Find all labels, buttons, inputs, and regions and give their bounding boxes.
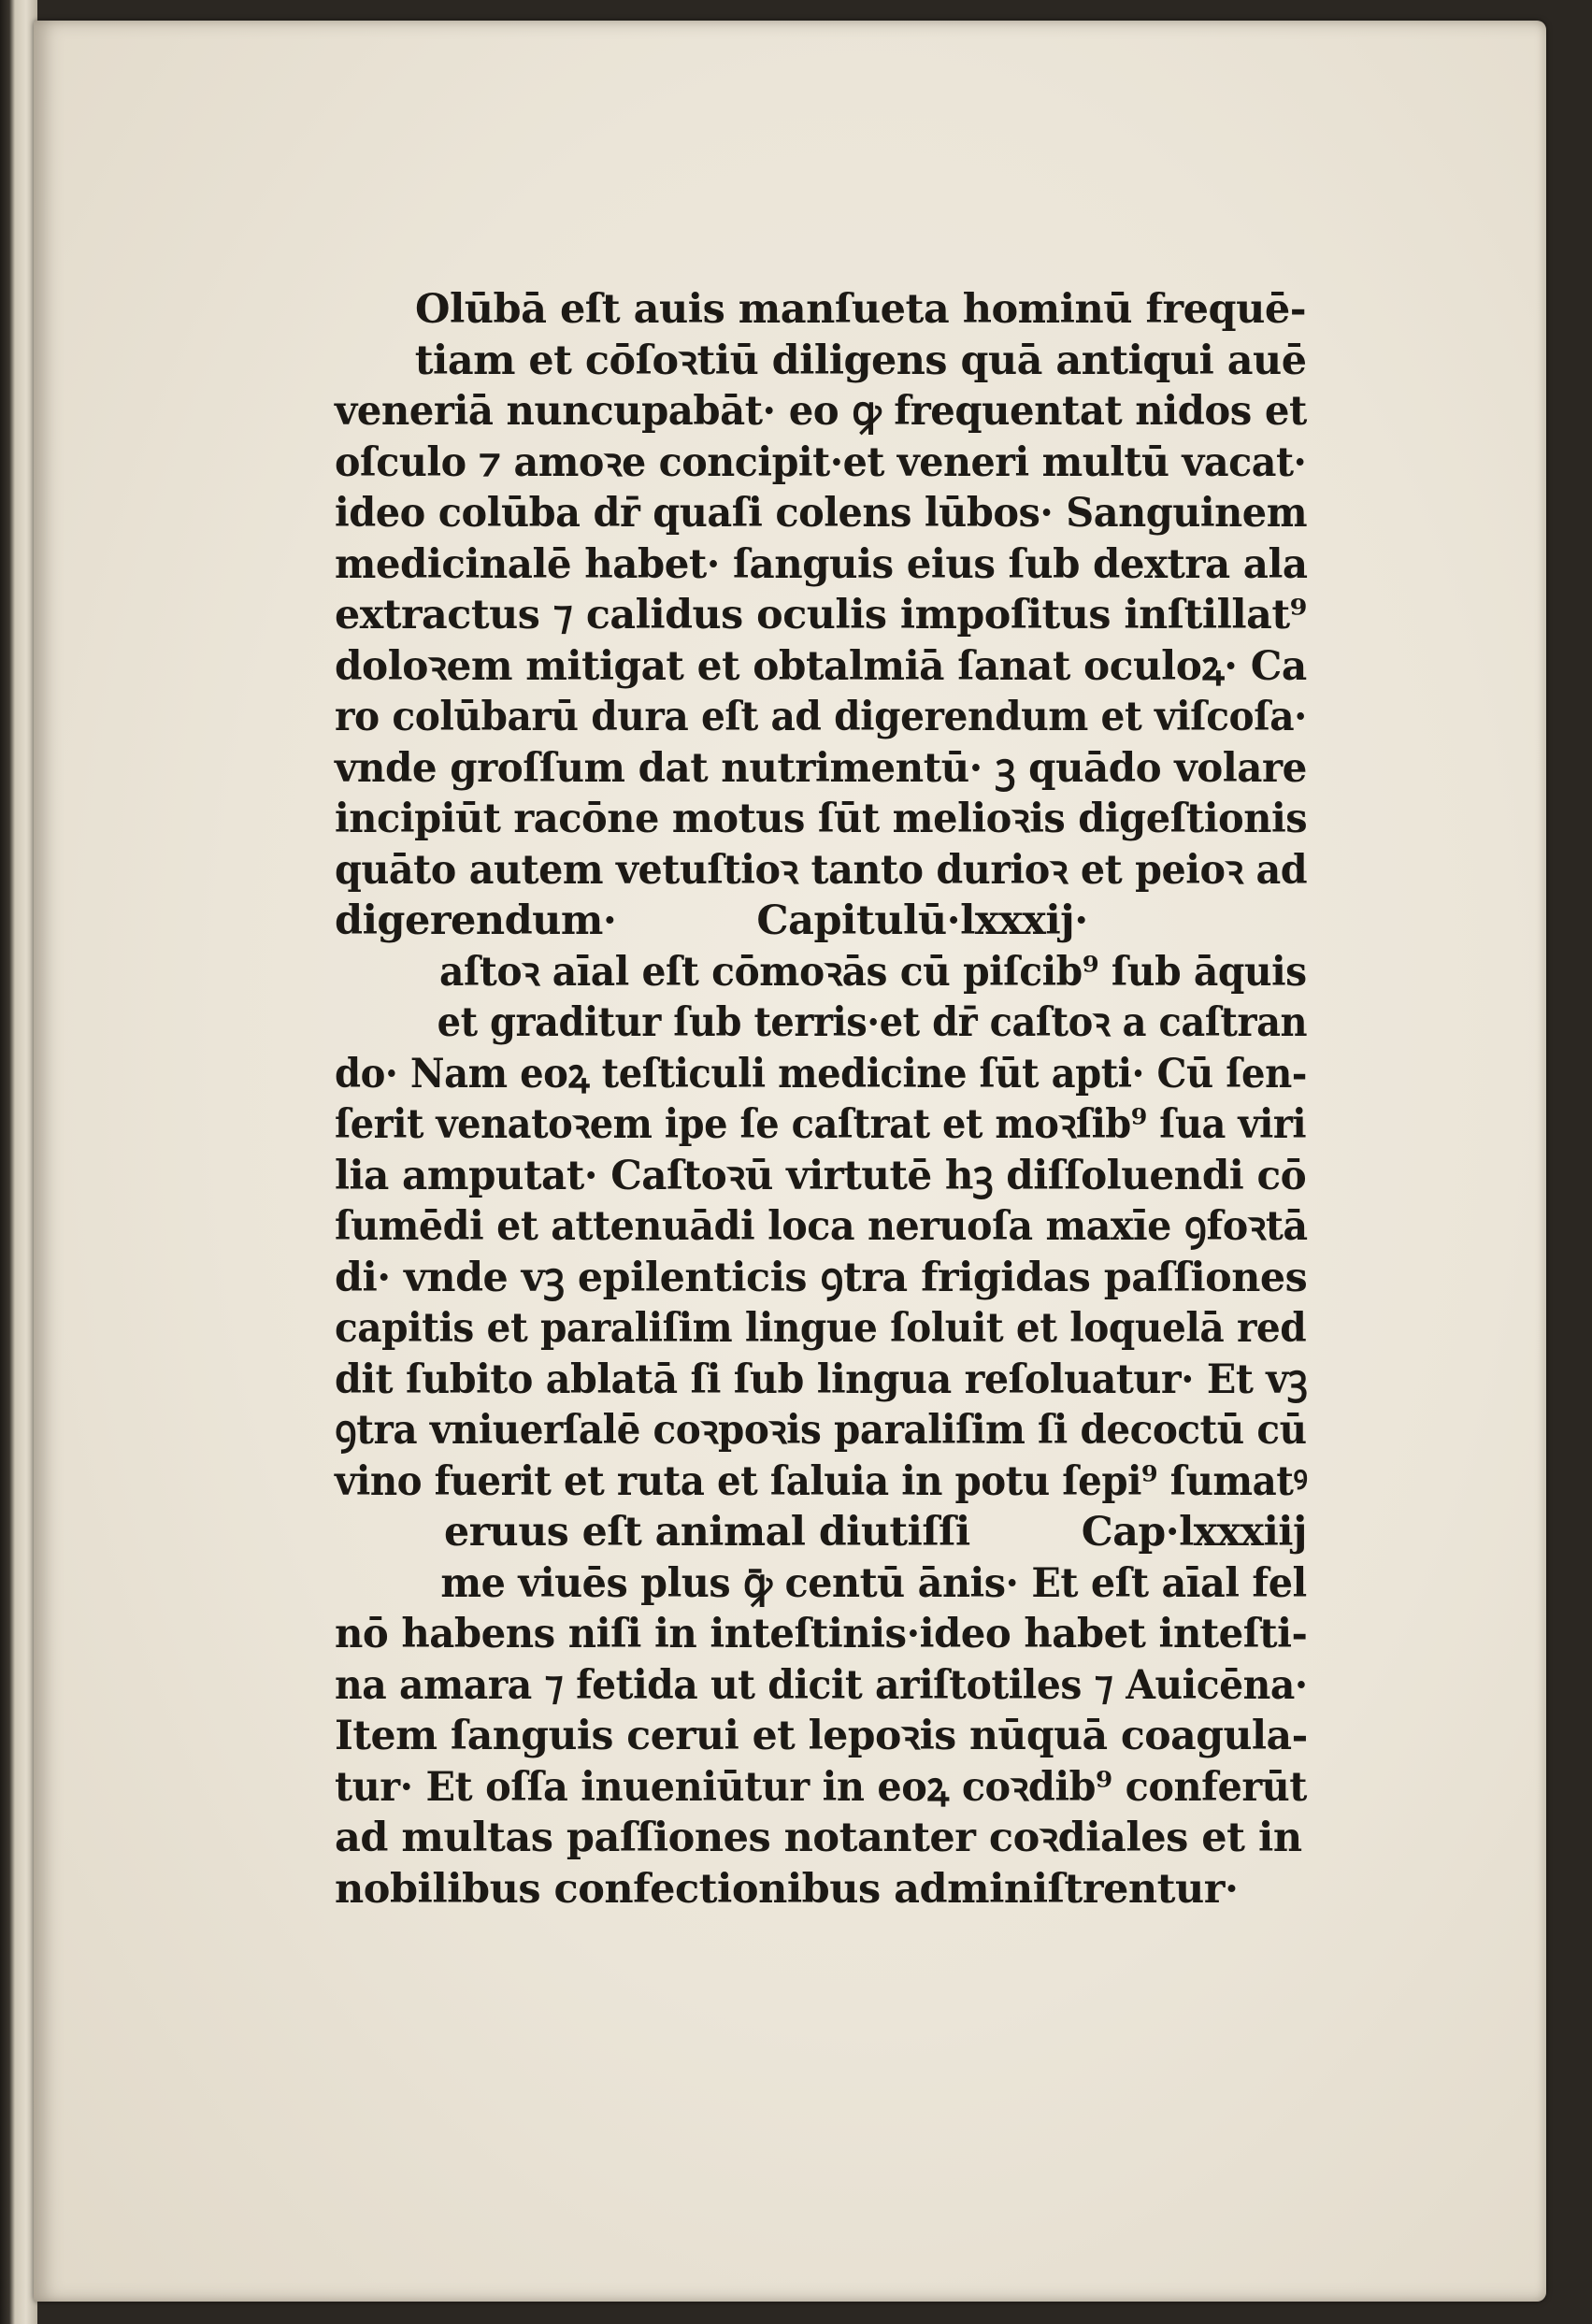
text-line: veneriā nuncupabāt· eo ꝙ frequentat nidos et: [335, 388, 1307, 435]
text-line: oſculo ⁊ amoꝛe concipit·et veneri multū vacat·: [335, 438, 1307, 486]
text-line: tur· Et oſſa inueniūtur in eoꝝ coꝛdib⁹ conferūt: [335, 1763, 1307, 1811]
text-line: nobilibus confectionibus adminiſtrentur·: [335, 1865, 1239, 1913]
text-line: medicinalē habet· ſanguis eius ſub dextra ala: [335, 540, 1308, 588]
text-line: doloꝛem mitigat et obtalmiā ſanat oculoꝝ· Ca: [335, 642, 1307, 690]
text-line: ad multas paſſiones notanter coꝛdiales et in: [335, 1815, 1302, 1861]
text-line: di· vnde vꝫ epilenticis ꝯtra frigidas paſſiones: [335, 1254, 1308, 1301]
text-line: incipiūt racōne motus ſūt melioꝛis digeſtionis: [335, 796, 1308, 842]
text-column: [335, 284, 1307, 1915]
text-line: nō habens niſi in inteſtinis·ideo habet inteſti-: [335, 1611, 1308, 1657]
book-page: [34, 21, 1546, 2302]
text-fragment: digerendum·: [335, 897, 617, 944]
text-line: capitis et paraliſim lingue ſoluit et loquelā red: [335, 1305, 1307, 1352]
text-line: ſumēdi et attenuādi loca neruoſa maxīe ꝯfoꝛtā: [335, 1203, 1308, 1250]
text-line: [335, 896, 1307, 947]
text-line: vino fuerit et ruta et ſaluia in potu ſepi⁹ ſumatꝰ: [335, 1457, 1308, 1505]
text-line: ro colūbarū dura eſt ad digerendum et viſcoſa·: [335, 694, 1307, 740]
text-line: et graditur ſub terris·et dr̄ caſtoꝛ a caſtran: [437, 999, 1308, 1046]
text-line: ꝯtra vniuerſalē coꝛpoꝛis paraliſim ſi decoctū cū: [335, 1407, 1307, 1454]
text-fragment: eruus eſt animal diutiſſi: [444, 1509, 970, 1556]
text-line: lia amputat· Caſtoꝛū virtutē hꝫ diſſoluendi cō: [335, 1152, 1307, 1199]
text-line: dit ſubito ablatā ſi ſub lingua reſoluatur· Et vꝫ: [335, 1356, 1308, 1403]
text-line: ſerit venatoꝛem ipe ſe caſtrat et moꝛſib⁹ ſua viri: [335, 1101, 1307, 1148]
text-line: extractus ⁊ calidus oculis impoſitus inſtillat⁹: [335, 592, 1307, 638]
text-line: quāto autem vetuſtioꝛ tanto durioꝛ et peioꝛ ad: [335, 846, 1308, 894]
text-line: ideo colūba dr̄ quaſi colens lūbos· Sanguinem: [335, 490, 1308, 537]
chapter-heading: Cap·lxxxiij: [1081, 1509, 1307, 1556]
text-line: Item ſanguis cerui et lepoꝛis nūquā coagula-: [335, 1713, 1308, 1759]
text-line: aſtoꝛ aīal eſt cōmoꝛās cū piſcib⁹ ſub āquis: [438, 948, 1307, 996]
text-line: do· Nam eoꝝ teſticuli medicine ſūt apti· Cū ſen-: [335, 1050, 1307, 1097]
text-line: vnde groſſum dat nutrimentū· ꝫ quādo volare: [335, 744, 1307, 792]
text-line: tiam et cōſoꝛtiū diligens quā antiqui auē: [414, 337, 1307, 384]
text-line: Olūbā eſt auis manſueta hominū frequē-: [415, 286, 1307, 333]
adjacent-leaf-edge: [0, 0, 37, 2324]
text-line: na amara ⁊ fetida ut dicit ariſtotiles ⁊ Auicēna·: [335, 1661, 1308, 1709]
chapter-heading: Capitulū·lxxxij·: [756, 897, 1088, 944]
text-line: [335, 1507, 1307, 1558]
text-line: me viuēs plus ꝙ̄ centū ānis· Et eſt aīal fel: [440, 1559, 1307, 1607]
